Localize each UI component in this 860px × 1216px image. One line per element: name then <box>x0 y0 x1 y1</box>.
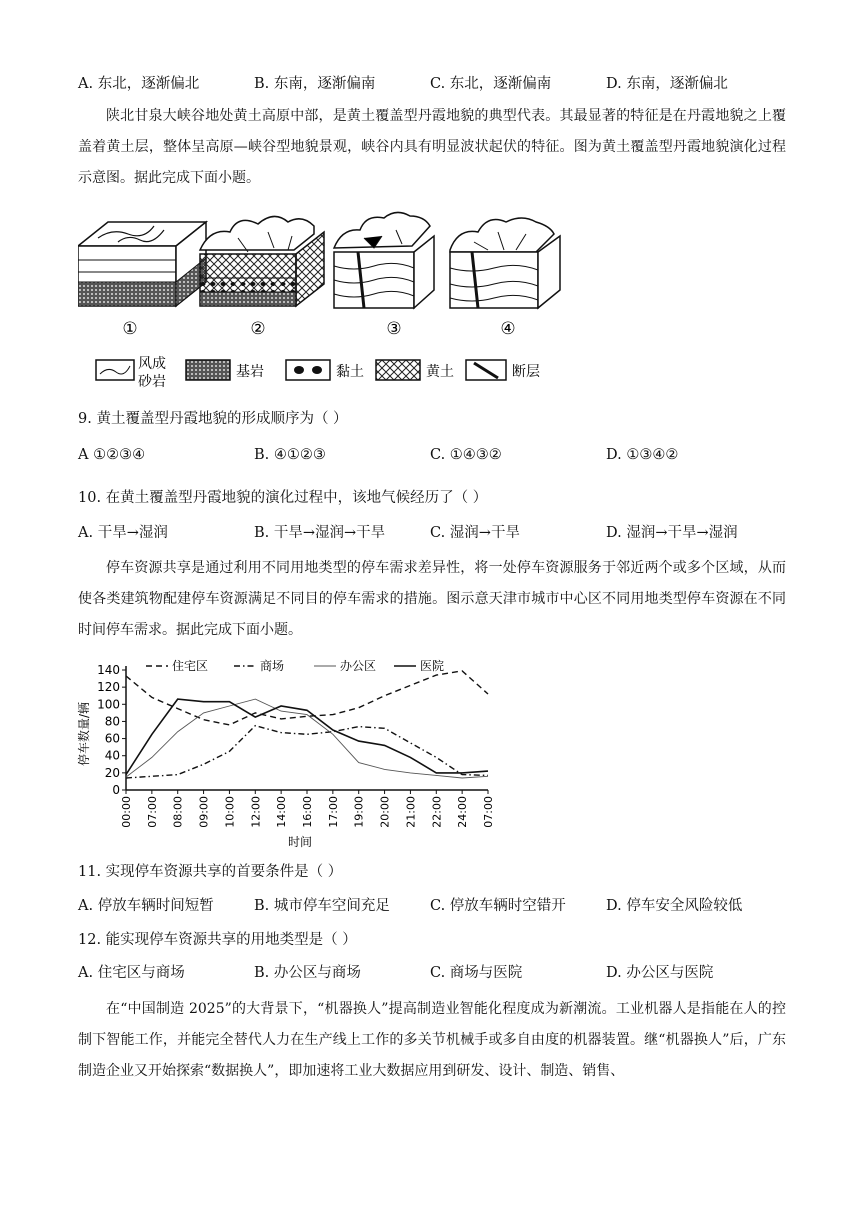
x-tick-label: 00:00 <box>120 796 133 828</box>
parking-demand-chart <box>74 658 504 850</box>
legend-label-1: 商场 <box>260 659 285 673</box>
legend-fault-label: 断层 <box>512 364 540 380</box>
q11-stem: 11. 实现停车资源共享的首要条件是（ ） <box>78 864 343 880</box>
chart-series <box>126 671 488 778</box>
x-tick-label: 17:00 <box>326 796 340 828</box>
q10-stem: 10. 在黄土覆盖型丹霞地貌的演化过程中，该地气候经历了（ ） <box>78 490 488 506</box>
legend-clay-label: 黏土 <box>336 364 364 380</box>
q9-option-b[interactable]: B. ④①②③ <box>254 447 326 463</box>
q9-option-d[interactable]: D. ①③④② <box>606 447 679 463</box>
stage-3-label: ③ <box>386 319 402 339</box>
q9-option-c[interactable]: C. ①④③② <box>430 447 502 463</box>
q12-stem: 12. 能实现停车资源共享的用地类型是（ ） <box>78 932 357 948</box>
q12-option-b[interactable]: B. 办公区与商场 <box>254 965 361 981</box>
chart-tick-labels <box>97 663 495 828</box>
x-tick-label: 24:00 <box>456 796 470 828</box>
figure-legend <box>96 355 540 390</box>
y-tick-label: 20 <box>104 765 120 780</box>
q10-option-b[interactable]: B. 干旱→湿润→干旱 <box>254 525 386 541</box>
chart-legend <box>146 658 444 673</box>
series-line-0 <box>126 671 488 725</box>
intro-paragraph-robots: 在“中国制造 2025”的大背景下，“机器换人”提高制造业智能化程度成为新潮流。工业机器人是指能在人的控制下智能工作，并能完全替代人力在生产线上工作的多关节机械手或多自由度的机器装置。继“机器换人”后，广东制造企业又开始探索“数据换人”，即加速将工业大数据应用到研发、设计、制造、销售、 <box>78 1001 786 1079</box>
x-tick-label: 07:00 <box>482 796 495 828</box>
q10-option-a[interactable]: A. 干旱→湿润 <box>78 525 168 541</box>
x-tick-label: 22:00 <box>430 796 444 828</box>
legend-bedrock-label: 基岩 <box>236 364 264 380</box>
intro-paragraph-danxia: 陕北甘泉大峡谷地处黄土高原中部，是黄土覆盖型丹霞地貌的典型代表。其最显著的特征是在丹霞地貌之上覆盖着黄土层，整体呈高原—峡谷型地貌景观，峡谷内具有明显波状起伏的特征。图为黄土覆盖型丹霞地貌演化过程示意图。据此完成下面小题。 <box>78 108 786 186</box>
stage-4-label: ④ <box>500 319 516 339</box>
y-tick-label: 60 <box>104 731 120 746</box>
q11-option-a[interactable]: A. 停放车辆时间短暂 <box>78 898 214 914</box>
x-tick-label: 14:00 <box>275 796 289 828</box>
q11-option-b[interactable]: B. 城市停车空间充足 <box>254 898 390 914</box>
x-tick-label: 10:00 <box>223 796 237 828</box>
stage-4-block <box>450 218 560 308</box>
q9-option-a[interactable]: A ①②③④ <box>78 447 146 463</box>
y-tick-label: 120 <box>97 680 120 695</box>
q8-option-a[interactable]: A. 东北，逐渐偏北 <box>78 76 200 92</box>
x-tick-label: 12:00 <box>249 796 263 828</box>
stage-1-label: ① <box>122 319 138 339</box>
chart-ylabel: 停车数量/辆 <box>77 701 91 767</box>
intro-paragraph-parking: 停车资源共享是通过利用不同用地类型的停车需求差异性，将一处停车资源服务于邻近两个或多个区域，从而使各类建筑物配建停车资源满足不同目的停车需求的措施。图示意天津市城市中心区不同用地类型停车资源在不同时间停车需求。据此完成下面小题。 <box>78 560 786 638</box>
series-line-1 <box>126 726 488 778</box>
q8-option-d[interactable]: D. 东南，逐渐偏北 <box>606 76 728 92</box>
y-tick-label: 0 <box>112 783 120 797</box>
q10-option-c[interactable]: C. 湿润→干旱 <box>430 525 520 541</box>
x-tick-label: 09:00 <box>197 796 211 828</box>
stage-2-block <box>200 216 324 306</box>
legend-sandstone-label-bottom: 砂岩 <box>138 374 166 390</box>
chart-xlabel: 时间 <box>287 835 313 849</box>
legend-label-0: 住宅区 <box>172 659 209 673</box>
q10-option-d[interactable]: D. 湿润→干旱→湿润 <box>606 525 738 541</box>
stage-3-block <box>334 212 434 308</box>
q11-option-c[interactable]: C. 停放车辆时空错开 <box>430 898 566 914</box>
q12-option-c[interactable]: C. 商场与医院 <box>430 965 523 981</box>
q12-option-a[interactable]: A. 住宅区与商场 <box>78 965 185 981</box>
x-tick-label: 07:00 <box>145 796 159 828</box>
stage-2-label: ② <box>250 319 266 339</box>
q12-option-d[interactable]: D. 办公区与医院 <box>606 965 714 981</box>
x-tick-label: 16:00 <box>301 796 314 828</box>
q8-option-b[interactable]: B. 东南，逐渐偏南 <box>254 76 376 92</box>
legend-label-3: 医院 <box>420 659 445 673</box>
y-tick-label: 40 <box>104 748 120 763</box>
q8-option-c[interactable]: C. 东北，逐渐偏南 <box>430 76 552 92</box>
y-tick-label: 140 <box>97 663 120 677</box>
q11-option-d[interactable]: D. 停车安全风险较低 <box>606 898 743 914</box>
x-tick-label: 21:00 <box>404 796 418 828</box>
y-tick-label: 100 <box>97 697 120 712</box>
x-tick-label: 08:00 <box>171 796 185 828</box>
x-tick-label: 20:00 <box>378 796 392 828</box>
stage-1-block <box>78 222 206 306</box>
y-tick-label: 80 <box>104 714 120 729</box>
legend-loess-label: 黄土 <box>426 364 454 380</box>
danxia-evolution-figure <box>78 208 578 398</box>
legend-label-2: 办公区 <box>340 659 377 673</box>
legend-sandstone-label-top: 风成 <box>138 356 166 372</box>
q9-stem: 9. 黄土覆盖型丹霞地貌的形成顺序为（ ） <box>78 411 348 427</box>
x-tick-label: 19:00 <box>352 796 366 828</box>
